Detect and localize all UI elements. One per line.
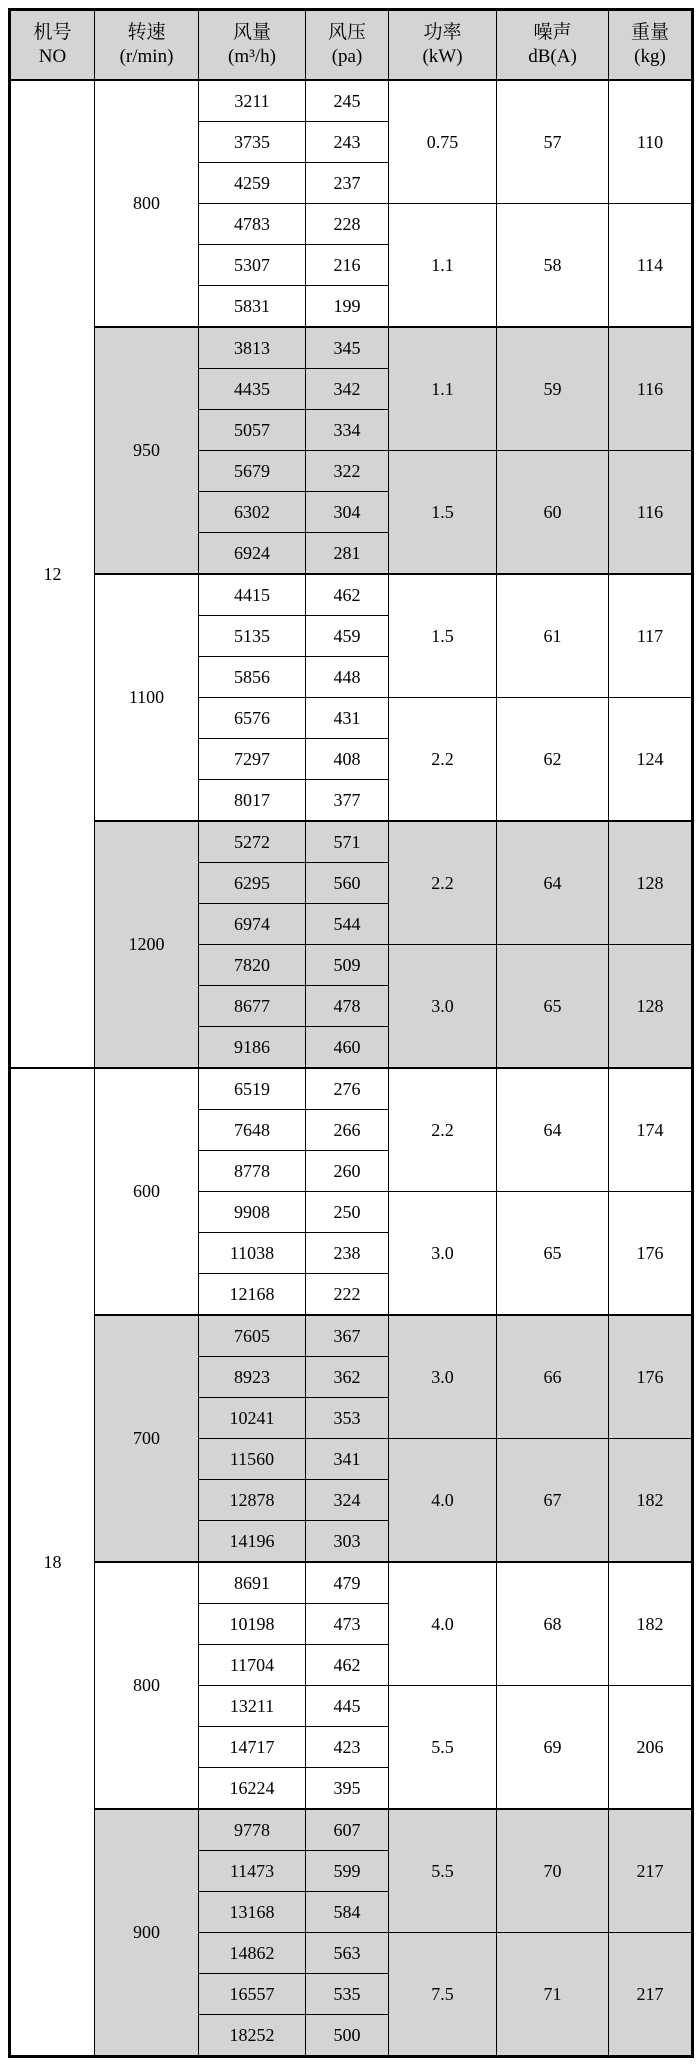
airflow-cell: 6295 [199,863,306,904]
airflow-cell: 9778 [199,1809,306,1851]
airflow-cell: 3813 [199,327,306,369]
airflow-cell: 4415 [199,574,306,616]
pressure-cell: 462 [306,1645,389,1686]
header-row [10,10,693,81]
header-weight-cn: 重量 [630,22,669,44]
pressure-cell: 245 [306,80,389,122]
machine-no-cell: 18 [10,1068,95,2057]
header-power [389,10,497,81]
weight-cell: 176 [609,1315,693,1439]
noise-cell: 66 [497,1315,609,1439]
noise-cell: 58 [497,204,609,328]
header-airflow-unit: (m³/h) [228,46,276,67]
weight-cell: 116 [609,327,693,451]
weight-cell: 114 [609,204,693,328]
pressure-cell: 460 [306,1027,389,1069]
pressure-cell: 216 [306,245,389,286]
airflow-cell: 4259 [199,163,306,204]
pressure-cell: 544 [306,904,389,945]
airflow-cell: 14196 [199,1521,306,1563]
weight-cell: 117 [609,574,693,698]
weight-cell: 128 [609,945,693,1069]
pressure-cell: 238 [306,1233,389,1274]
pressure-cell: 584 [306,1892,389,1933]
airflow-cell: 8017 [199,780,306,822]
airflow-cell: 3735 [199,122,306,163]
speed-cell: 800 [95,1562,199,1809]
power-cell: 7.5 [389,1933,497,2057]
power-cell: 2.2 [389,698,497,822]
speed-cell: 900 [95,1809,199,2057]
table-row [10,80,693,122]
pressure-cell: 560 [306,863,389,904]
header-noise-cn: 噪声 [533,22,572,44]
noise-cell: 64 [497,821,609,945]
weight-cell: 182 [609,1562,693,1686]
weight-cell: 176 [609,1192,693,1316]
pressure-cell: 448 [306,657,389,698]
header-machine-no-cn: 机号 [33,22,72,44]
table-row [10,1315,693,1357]
airflow-cell: 5135 [199,616,306,657]
airflow-cell: 4435 [199,369,306,410]
airflow-cell: 10241 [199,1398,306,1439]
pressure-cell: 607 [306,1809,389,1851]
weight-cell: 116 [609,451,693,575]
airflow-cell: 5679 [199,451,306,492]
noise-cell: 59 [497,327,609,451]
pressure-cell: 342 [306,369,389,410]
pressure-cell: 377 [306,780,389,822]
header-power-cn: 功率 [423,22,462,44]
pressure-cell: 324 [306,1480,389,1521]
pressure-cell: 479 [306,1562,389,1604]
pressure-cell: 237 [306,163,389,204]
pressure-cell: 281 [306,533,389,575]
power-cell: 3.0 [389,1315,497,1439]
airflow-cell: 5272 [199,821,306,863]
pressure-cell: 395 [306,1768,389,1810]
airflow-cell: 6576 [199,698,306,739]
airflow-cell: 8677 [199,986,306,1027]
pressure-cell: 228 [306,204,389,245]
airflow-cell: 8778 [199,1151,306,1192]
pressure-cell: 445 [306,1686,389,1727]
pressure-cell: 353 [306,1398,389,1439]
airflow-cell: 11560 [199,1439,306,1480]
noise-cell: 68 [497,1562,609,1686]
noise-cell: 70 [497,1809,609,1933]
pressure-cell: 341 [306,1439,389,1480]
power-cell: 2.2 [389,821,497,945]
noise-cell: 57 [497,80,609,204]
pressure-cell: 509 [306,945,389,986]
airflow-cell: 13211 [199,1686,306,1727]
table-body [10,80,693,2057]
pressure-cell: 423 [306,1727,389,1768]
noise-cell: 65 [497,1192,609,1316]
pressure-cell: 334 [306,410,389,451]
pressure-cell: 266 [306,1110,389,1151]
airflow-cell: 3211 [199,80,306,122]
pressure-cell: 431 [306,698,389,739]
airflow-cell: 18252 [199,2015,306,2057]
table-row [10,821,693,863]
header-noise [497,10,609,81]
speed-cell: 1100 [95,574,199,821]
power-cell: 5.5 [389,1686,497,1810]
airflow-cell: 11704 [199,1645,306,1686]
header-noise-unit: dB(A) [528,46,577,67]
noise-cell: 62 [497,698,609,822]
table-row [10,574,693,616]
noise-cell: 71 [497,1933,609,2057]
header-power-unit: (kW) [422,46,463,67]
table-row [10,1068,693,1110]
airflow-cell: 9186 [199,1027,306,1069]
power-cell: 3.0 [389,1192,497,1316]
airflow-cell: 7820 [199,945,306,986]
airflow-cell: 16557 [199,1974,306,2015]
noise-cell: 61 [497,574,609,698]
power-cell: 4.0 [389,1562,497,1686]
weight-cell: 217 [609,1933,693,2057]
airflow-cell: 14717 [199,1727,306,1768]
airflow-cell: 6974 [199,904,306,945]
power-cell: 2.2 [389,1068,497,1192]
weight-cell: 182 [609,1439,693,1563]
airflow-cell: 7648 [199,1110,306,1151]
table-header [10,10,693,81]
airflow-cell: 11038 [199,1233,306,1274]
weight-cell: 110 [609,80,693,204]
airflow-cell: 8691 [199,1562,306,1604]
header-airflow [199,10,306,81]
header-pressure-unit: (pa) [331,46,363,67]
power-cell: 5.5 [389,1809,497,1933]
airflow-cell: 6302 [199,492,306,533]
pressure-cell: 345 [306,327,389,369]
pressure-cell: 462 [306,574,389,616]
noise-cell: 65 [497,945,609,1069]
pressure-cell: 478 [306,986,389,1027]
airflow-cell: 8923 [199,1357,306,1398]
speed-cell: 600 [95,1068,199,1315]
pressure-cell: 260 [306,1151,389,1192]
airflow-cell: 12168 [199,1274,306,1316]
power-cell: 3.0 [389,945,497,1069]
header-machine-no [10,10,95,81]
airflow-cell: 13168 [199,1892,306,1933]
weight-cell: 128 [609,821,693,945]
pressure-cell: 222 [306,1274,389,1316]
header-speed-cn: 转速 [127,22,166,44]
machine-no-cell: 12 [10,80,95,1068]
table-row [10,1809,693,1851]
pressure-cell: 304 [306,492,389,533]
airflow-cell: 6519 [199,1068,306,1110]
airflow-cell: 5856 [199,657,306,698]
header-speed-unit: (r/min) [119,46,174,67]
speed-cell: 950 [95,327,199,574]
power-cell: 0.75 [389,80,497,204]
speed-cell: 800 [95,80,199,327]
airflow-cell: 7605 [199,1315,306,1357]
pressure-cell: 563 [306,1933,389,1974]
pressure-cell: 303 [306,1521,389,1563]
weight-cell: 174 [609,1068,693,1192]
table-row [10,1562,693,1604]
airflow-cell: 6924 [199,533,306,575]
fan-spec-table [8,8,694,2058]
airflow-cell: 5831 [199,286,306,328]
pressure-cell: 367 [306,1315,389,1357]
table-row [10,327,693,369]
pressure-cell: 250 [306,1192,389,1233]
power-cell: 1.1 [389,204,497,328]
airflow-cell: 16224 [199,1768,306,1810]
speed-cell: 700 [95,1315,199,1562]
noise-cell: 60 [497,451,609,575]
speed-cell: 1200 [95,821,199,1068]
airflow-cell: 10198 [199,1604,306,1645]
power-cell: 1.5 [389,451,497,575]
airflow-cell: 7297 [199,739,306,780]
pressure-cell: 535 [306,1974,389,2015]
pressure-cell: 599 [306,1851,389,1892]
pressure-cell: 276 [306,1068,389,1110]
pressure-cell: 500 [306,2015,389,2057]
header-speed [95,10,199,81]
airflow-cell: 5057 [199,410,306,451]
noise-cell: 64 [497,1068,609,1192]
airflow-cell: 9908 [199,1192,306,1233]
airflow-cell: 11473 [199,1851,306,1892]
pressure-cell: 243 [306,122,389,163]
pressure-cell: 322 [306,451,389,492]
airflow-cell: 5307 [199,245,306,286]
header-pressure-cn: 风压 [327,22,366,44]
pressure-cell: 362 [306,1357,389,1398]
power-cell: 1.1 [389,327,497,451]
airflow-cell: 12878 [199,1480,306,1521]
weight-cell: 206 [609,1686,693,1810]
pressure-cell: 571 [306,821,389,863]
airflow-cell: 14862 [199,1933,306,1974]
header-weight-unit: (kg) [634,46,666,67]
pressure-cell: 199 [306,286,389,328]
header-airflow-cn: 风量 [232,22,271,44]
airflow-cell: 4783 [199,204,306,245]
pressure-cell: 408 [306,739,389,780]
header-pressure [306,10,389,81]
weight-cell: 217 [609,1809,693,1933]
pressure-cell: 459 [306,616,389,657]
pressure-cell: 473 [306,1604,389,1645]
header-weight [609,10,693,81]
header-machine-no-unit: NO [38,46,67,67]
power-cell: 4.0 [389,1439,497,1563]
noise-cell: 67 [497,1439,609,1563]
power-cell: 1.5 [389,574,497,698]
weight-cell: 124 [609,698,693,822]
noise-cell: 69 [497,1686,609,1810]
